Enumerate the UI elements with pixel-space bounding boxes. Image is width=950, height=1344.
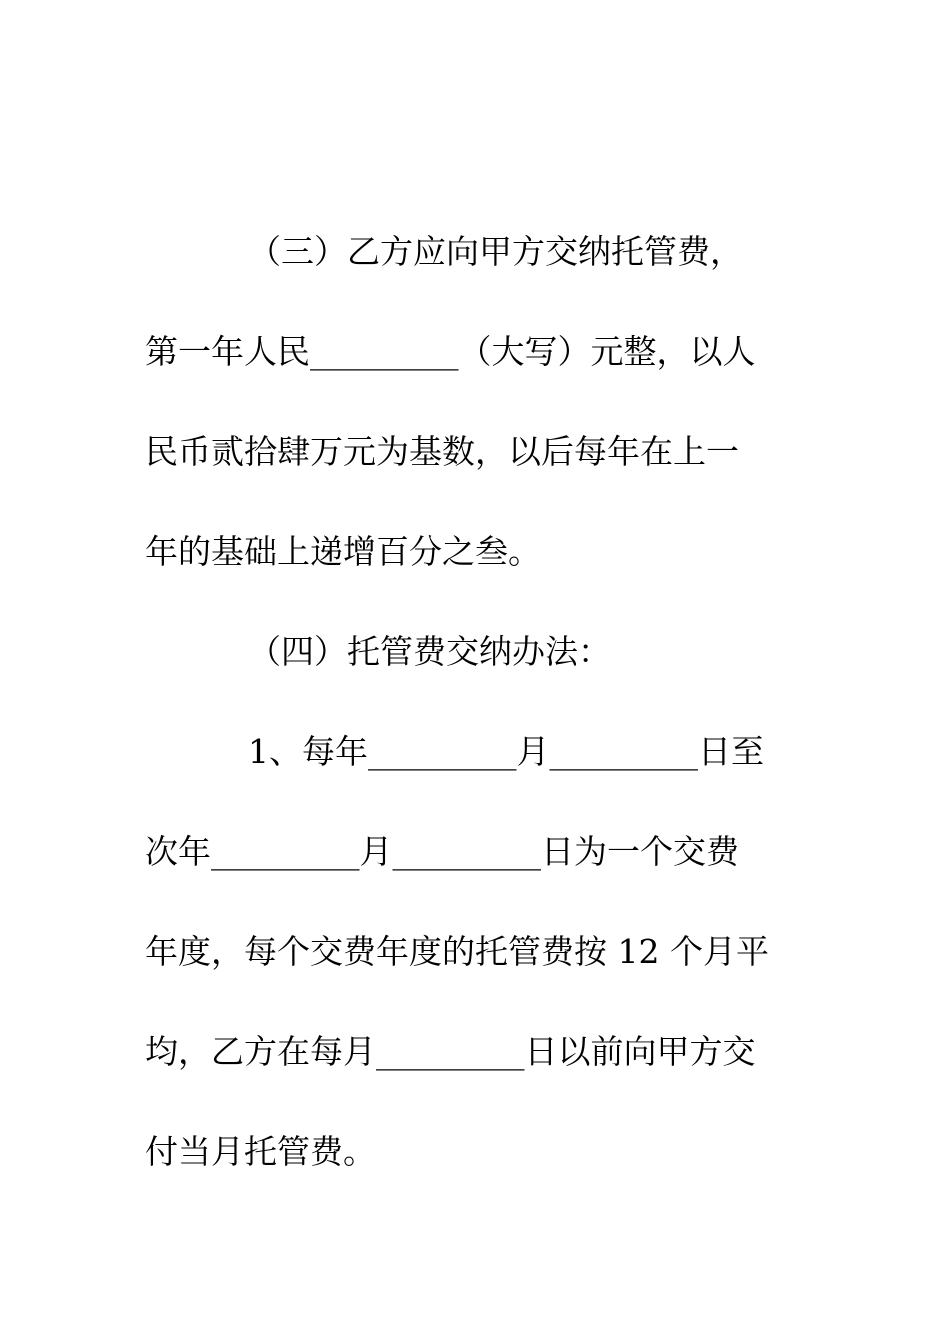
- clause-4-item-1-line-1: 1、每年_________月_________日至: [248, 732, 764, 771]
- clause-4-item-1-line-2: 次年_________月_________日为一个交费: [145, 832, 739, 871]
- clause-4-item-1-line-3: 年度，每个交费年度的托管费按 12 个月平: [145, 932, 769, 971]
- clause-3-text-line-2: 民币贰拾肆万元为基数，以后每年在上一: [145, 432, 739, 471]
- clause-4-item-1-line-5: 付当月托管费。: [145, 1132, 376, 1171]
- clause-3-heading-line: （三）乙方应向甲方交纳托管费，: [248, 232, 743, 271]
- clause-4-heading-line: （四）托管费交纳办法：: [248, 632, 611, 671]
- clause-3-text-line-1: 第一年人民_________（大写）元整，以人: [145, 332, 756, 371]
- clause-4-item-1-line-4: 均，乙方在每月_________日以前向甲方交: [145, 1032, 756, 1071]
- clause-3-text-line-3: 年的基础上递增百分之叁。: [145, 532, 541, 571]
